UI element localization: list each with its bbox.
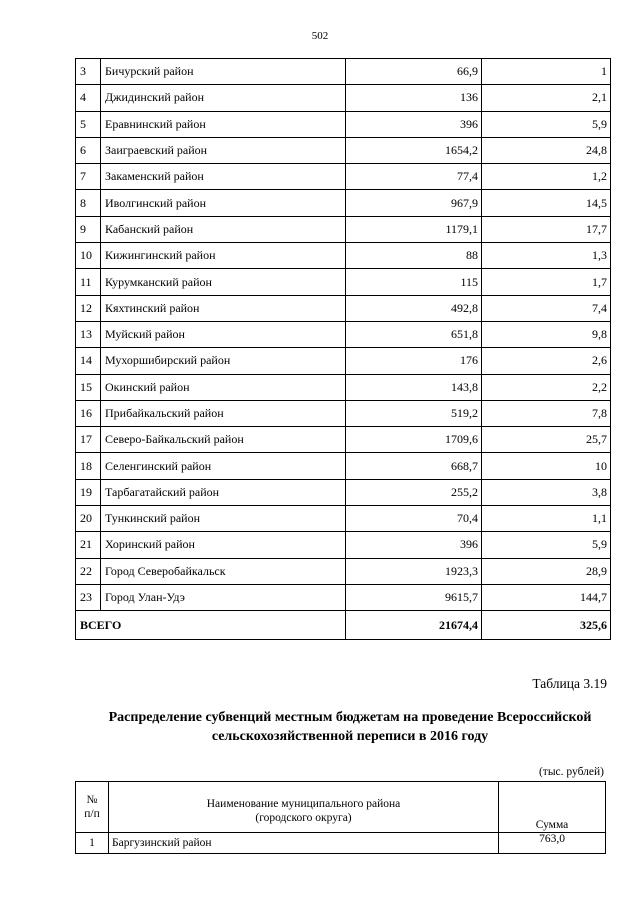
table-row [76, 243, 611, 269]
row-value-2: 1,1 [482, 506, 611, 532]
header-sum-cell: Сумма [499, 782, 606, 833]
total-row [76, 611, 611, 640]
row-value-2: 25,7 [482, 427, 611, 453]
header-name-line-2: (городского округа) [255, 812, 352, 824]
row-number: 7 [76, 164, 101, 190]
table-label: Таблица 3.19 [532, 676, 607, 691]
table1-body [76, 59, 611, 640]
row-value-1: 1654,2 [346, 137, 482, 163]
table-heading [80, 708, 620, 746]
row-value-1: 1179,1 [346, 216, 482, 242]
row-value-1: 1709,6 [346, 427, 482, 453]
row-value-2: 10 [482, 453, 611, 479]
row-number: 8 [76, 190, 101, 216]
row-name: Селенгинский район [101, 453, 346, 479]
row-number: 3 [76, 59, 101, 85]
row-name: Город Улан-Удэ [101, 584, 346, 610]
row-name: Еравнинский район [101, 111, 346, 137]
row-number: 5 [76, 111, 101, 137]
table-row [76, 374, 611, 400]
row-value-2: 7,4 [482, 295, 611, 321]
row-name: Город Северобайкальск [101, 558, 346, 584]
table2-header-row [76, 782, 606, 833]
row-name: Северо-Байкальский район [101, 427, 346, 453]
row-value-1: 967,9 [346, 190, 482, 216]
row-sum: 763,0 [499, 833, 606, 854]
row-number: 6 [76, 137, 101, 163]
header-number-line-2: п/п [84, 808, 100, 820]
row-number: 21 [76, 532, 101, 558]
row-number: 22 [76, 558, 101, 584]
row-value-2: 2,2 [482, 374, 611, 400]
row-value-1: 143,8 [346, 374, 482, 400]
row-number: 10 [76, 243, 101, 269]
row-number: 9 [76, 216, 101, 242]
row-value-1: 651,8 [346, 321, 482, 347]
row-name: Иволгинский район [101, 190, 346, 216]
row-number: 18 [76, 453, 101, 479]
row-value-2: 1,7 [482, 269, 611, 295]
total-value-2: 325,6 [482, 611, 611, 640]
row-number: 17 [76, 427, 101, 453]
row-value-2: 144,7 [482, 584, 611, 610]
table-row [76, 295, 611, 321]
subsidy-table-continued [75, 58, 611, 640]
table-row [76, 427, 611, 453]
row-value-2: 3,8 [482, 479, 611, 505]
table-row [76, 85, 611, 111]
row-value-1: 176 [346, 348, 482, 374]
row-name: Прибайкальский район [101, 400, 346, 426]
row-value-2: 9,8 [482, 321, 611, 347]
row-name: Бичурский район [101, 59, 346, 85]
row-number: 19 [76, 479, 101, 505]
table2-body [76, 782, 606, 854]
row-name: Тарбагатайский район [101, 479, 346, 505]
row-value-1: 136 [346, 85, 482, 111]
table-row [76, 479, 611, 505]
row-number: 23 [76, 584, 101, 610]
row-value-2: 28,9 [482, 558, 611, 584]
table-row [76, 164, 611, 190]
census-subsidy-table [75, 781, 606, 854]
row-value-2: 5,9 [482, 111, 611, 137]
row-name: Мухоршибирский район [101, 348, 346, 374]
table-row [76, 137, 611, 163]
row-name: Заиграевский район [101, 137, 346, 163]
table-row [76, 584, 611, 610]
heading-line-1: Распределение субвенций местным бюджетам на проведение Всероссийской [108, 710, 592, 725]
total-label: ВСЕГО [76, 611, 346, 640]
row-name: Кяхтинский район [101, 295, 346, 321]
header-number-cell [76, 782, 109, 833]
table-row [76, 532, 611, 558]
row-number: 12 [76, 295, 101, 321]
row-value-2: 2,6 [482, 348, 611, 374]
table-row [76, 506, 611, 532]
row-value-2: 1,3 [482, 243, 611, 269]
header-number-line-1: № [86, 794, 98, 806]
row-name: Кабанский район [101, 216, 346, 242]
row-number: 15 [76, 374, 101, 400]
row-value-2: 5,9 [482, 532, 611, 558]
row-value-1: 668,7 [346, 453, 482, 479]
row-value-1: 77,4 [346, 164, 482, 190]
table-row [76, 321, 611, 347]
row-number: 16 [76, 400, 101, 426]
header-name-line-1: Наименование муниципального района [206, 798, 401, 810]
row-value-1: 9615,7 [346, 584, 482, 610]
table-row [76, 190, 611, 216]
row-value-1: 519,2 [346, 400, 482, 426]
row-value-1: 396 [346, 111, 482, 137]
heading-line-2: сельскохозяйственной переписи в 2016 году [211, 729, 489, 744]
row-number: 14 [76, 348, 101, 374]
row-name: Тункинский район [101, 506, 346, 532]
table-row [76, 558, 611, 584]
row-value-1: 88 [346, 243, 482, 269]
page-number: 502 [311, 30, 329, 42]
row-value-2: 1 [482, 59, 611, 85]
row-value-2: 2,1 [482, 85, 611, 111]
total-value-1: 21674,4 [346, 611, 482, 640]
row-value-1: 66,9 [346, 59, 482, 85]
row-name: Кижингинский район [101, 243, 346, 269]
row-name: Окинский район [101, 374, 346, 400]
row-value-2: 17,7 [482, 216, 611, 242]
table-row [76, 400, 611, 426]
row-value-2: 24,8 [482, 137, 611, 163]
row-name: Джидинский район [101, 85, 346, 111]
row-number: 11 [76, 269, 101, 295]
row-number: 20 [76, 506, 101, 532]
row-value-2: 1,2 [482, 164, 611, 190]
table-row [76, 216, 611, 242]
row-number: 1 [76, 833, 109, 854]
header-name-cell [109, 782, 499, 833]
row-value-1: 396 [346, 532, 482, 558]
row-number: 13 [76, 321, 101, 347]
row-value-1: 70,4 [346, 506, 482, 532]
table-row [76, 348, 611, 374]
table-row [76, 59, 611, 85]
row-name: Муйский район [101, 321, 346, 347]
row-number: 4 [76, 85, 101, 111]
row-value-1: 492,8 [346, 295, 482, 321]
table2-row [76, 833, 606, 854]
row-value-2: 7,8 [482, 400, 611, 426]
row-value-1: 255,2 [346, 479, 482, 505]
row-value-1: 1923,3 [346, 558, 482, 584]
table-row [76, 269, 611, 295]
table-row [76, 453, 611, 479]
row-name: Баргузинский район [109, 833, 499, 854]
row-value-1: 115 [346, 269, 482, 295]
row-value-2: 14,5 [482, 190, 611, 216]
table-row [76, 111, 611, 137]
row-name: Закаменский район [101, 164, 346, 190]
row-name: Хоринский район [101, 532, 346, 558]
row-name: Курумканский район [101, 269, 346, 295]
units-label: (тыс. рублей) [538, 766, 604, 778]
